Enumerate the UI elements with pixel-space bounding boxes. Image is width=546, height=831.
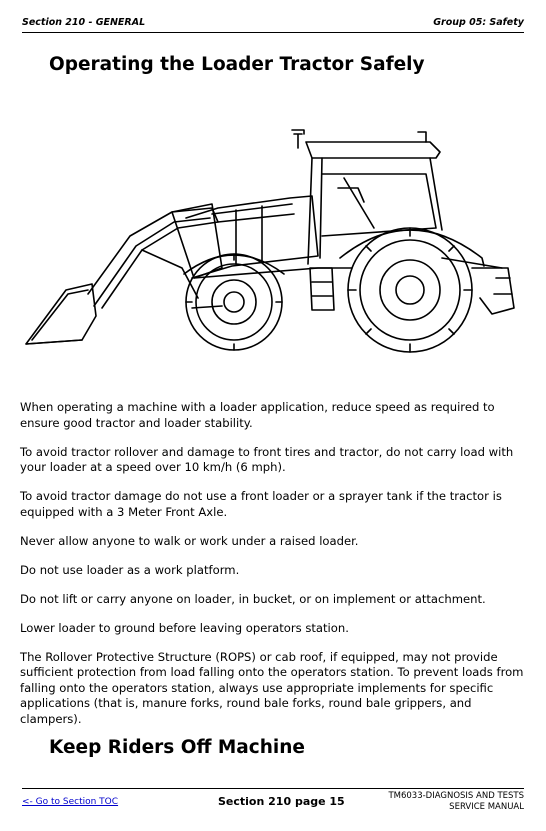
section-toc-link[interactable]: <- Go to Section TOC <box>22 797 119 807</box>
page-header <box>22 17 524 31</box>
paragraph-front-axle: To avoid tractor damage do not use a front loader or a sprayer tank if the tractor is equipped with a 3 Meter Front Axle. <box>20 489 502 519</box>
header-group: Group 05: Safety <box>433 17 524 28</box>
body-text <box>20 400 530 741</box>
manual-title-line1: TM6033-DIAGNOSIS AND TESTS <box>388 791 524 801</box>
paragraph-lower-loader: Lower loader to ground before leaving operators station. <box>20 620 349 635</box>
paragraph-work-platform: Do not use loader as a work platform. <box>20 562 240 577</box>
manual-title-line2: SERVICE MANUAL <box>449 802 524 812</box>
header-divider <box>22 32 524 33</box>
page-number: Section 210 page 15 <box>218 795 345 808</box>
paragraph-speed: When operating a machine with a loader application, reduce speed as required to ensure good tractor and loader stability. <box>20 400 495 430</box>
manual-title <box>388 791 524 813</box>
loader-tractor-illustration <box>22 118 534 364</box>
paragraph-raised-loader: Never allow anyone to walk or work under a raised loader. <box>20 533 359 548</box>
footer-divider <box>22 788 524 789</box>
header-section: Section 210 - GENERAL <box>22 17 146 28</box>
paragraph-no-riders: Do not lift or carry anyone on loader, in bucket, or on implement or attachment. <box>20 591 486 606</box>
section-heading: Keep Riders Off Machine <box>49 737 305 758</box>
paragraph-rollover: To avoid tractor rollover and damage to front tires and tractor, do not carry load with your loader at a speed over 10 km/h (6 mph). <box>20 444 514 474</box>
paragraph-rops: The Rollover Protective Structure (ROPS) or cab roof, if equipped, may not provide sufficient protection from load falling onto the operators station. To prevent loads from falling onto the operators station, always use appropriate implements for specific applications (that is, manure forks, round bale forks, round bale grippers, and clampers). <box>20 649 524 726</box>
page-title: Operating the Loader Tractor Safely <box>49 54 425 75</box>
